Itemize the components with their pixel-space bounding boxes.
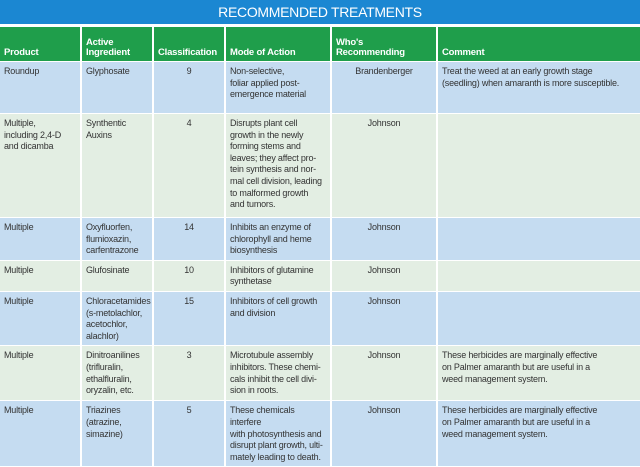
table-row [0,292,640,345]
header-classification: Classification [154,27,224,61]
table-row [0,401,640,466]
cell-mode-of-action: These chemicals interfere with photosynthesis and disrupt plant growth, ulti- mately leading to death. [226,401,330,466]
cell-mode-of-action: Disrupts plant cell growth in the newly forming stems and leaves; they affect pro- tein synthesis and nor- mal cell division, leading to malformed growth and tumors. [226,114,330,217]
cell-active-ingredient: Glyphosate [82,62,152,113]
cell-classification: 15 [154,292,224,345]
cell-product: Multiple [0,292,80,345]
cell-comment [438,114,640,217]
cell-comment [438,261,640,291]
cell-product: Multiple [0,218,80,260]
cell-whos-recommending: Johnson [332,261,436,291]
header-active-ingredient: Active Ingredient [82,27,152,61]
cell-product: Multiple [0,346,80,400]
cell-whos-recommending: Johnson [332,346,436,400]
cell-mode-of-action: Inhibitors of cell growth and division [226,292,330,345]
cell-whos-recommending: Johnson [332,292,436,345]
cell-mode-of-action: Inhibitors of glutamine synthetase [226,261,330,291]
cell-mode-of-action: Inhibits an enzyme of chlorophyll and heme biosynthesis [226,218,330,260]
cell-classification: 3 [154,346,224,400]
header-row [0,27,640,61]
cell-whos-recommending: Johnson [332,114,436,217]
cell-active-ingredient: Synthentic Auxins [82,114,152,217]
table-row [0,346,640,400]
table-row [0,62,640,113]
treatments-table [0,26,640,467]
cell-active-ingredient: Dinitroanilines (trifluralin, ethalfluralin, oryzalin, etc. [82,346,152,400]
cell-comment: These herbicides are marginally effective on Palmer amaranth but are useful in a weed management system. [438,346,640,400]
table-title: RECOMMENDED TREATMENTS [0,0,640,24]
table-row [0,261,640,291]
cell-whos-recommending: Johnson [332,401,436,466]
table-row [0,218,640,260]
cell-product: Multiple [0,261,80,291]
cell-active-ingredient: Triazines (atrazine, simazine) [82,401,152,466]
cell-product: Multiple [0,401,80,466]
cell-comment [438,218,640,260]
cell-product: Multiple, including 2,4-D and dicamba [0,114,80,217]
header-comment: Comment [438,27,640,61]
header-mode-of-action: Mode of Action [226,27,330,61]
header-whos-recommending: Who's Recommending [332,27,436,61]
cell-whos-recommending: Johnson [332,218,436,260]
cell-comment [438,292,640,345]
cell-product: Roundup [0,62,80,113]
cell-whos-recommending: Brandenberger [332,62,436,113]
header-product: Product [0,27,80,61]
cell-classification: 5 [154,401,224,466]
cell-classification: 10 [154,261,224,291]
cell-mode-of-action: Microtubule assembly inhibitors. These chemi- cals inhibit the cell divi- sion in roots. [226,346,330,400]
cell-classification: 14 [154,218,224,260]
cell-active-ingredient: Chloracetamides (s-metolachlor, acetochlor, alachlor) [82,292,152,345]
cell-classification: 4 [154,114,224,217]
cell-active-ingredient: Oxyfluorfen, flumioxazin, carfentrazone [82,218,152,260]
cell-comment: These herbicides are marginally effective on Palmer amaranth but are useful in a weed management system. [438,401,640,466]
cell-mode-of-action: Non-selective, foliar applied post- emergence material [226,62,330,113]
table-row [0,114,640,217]
cell-active-ingredient: Glufosinate [82,261,152,291]
cell-comment: Treat the weed at an early growth stage (seedling) when amaranth is more susceptible. [438,62,640,113]
cell-classification: 9 [154,62,224,113]
